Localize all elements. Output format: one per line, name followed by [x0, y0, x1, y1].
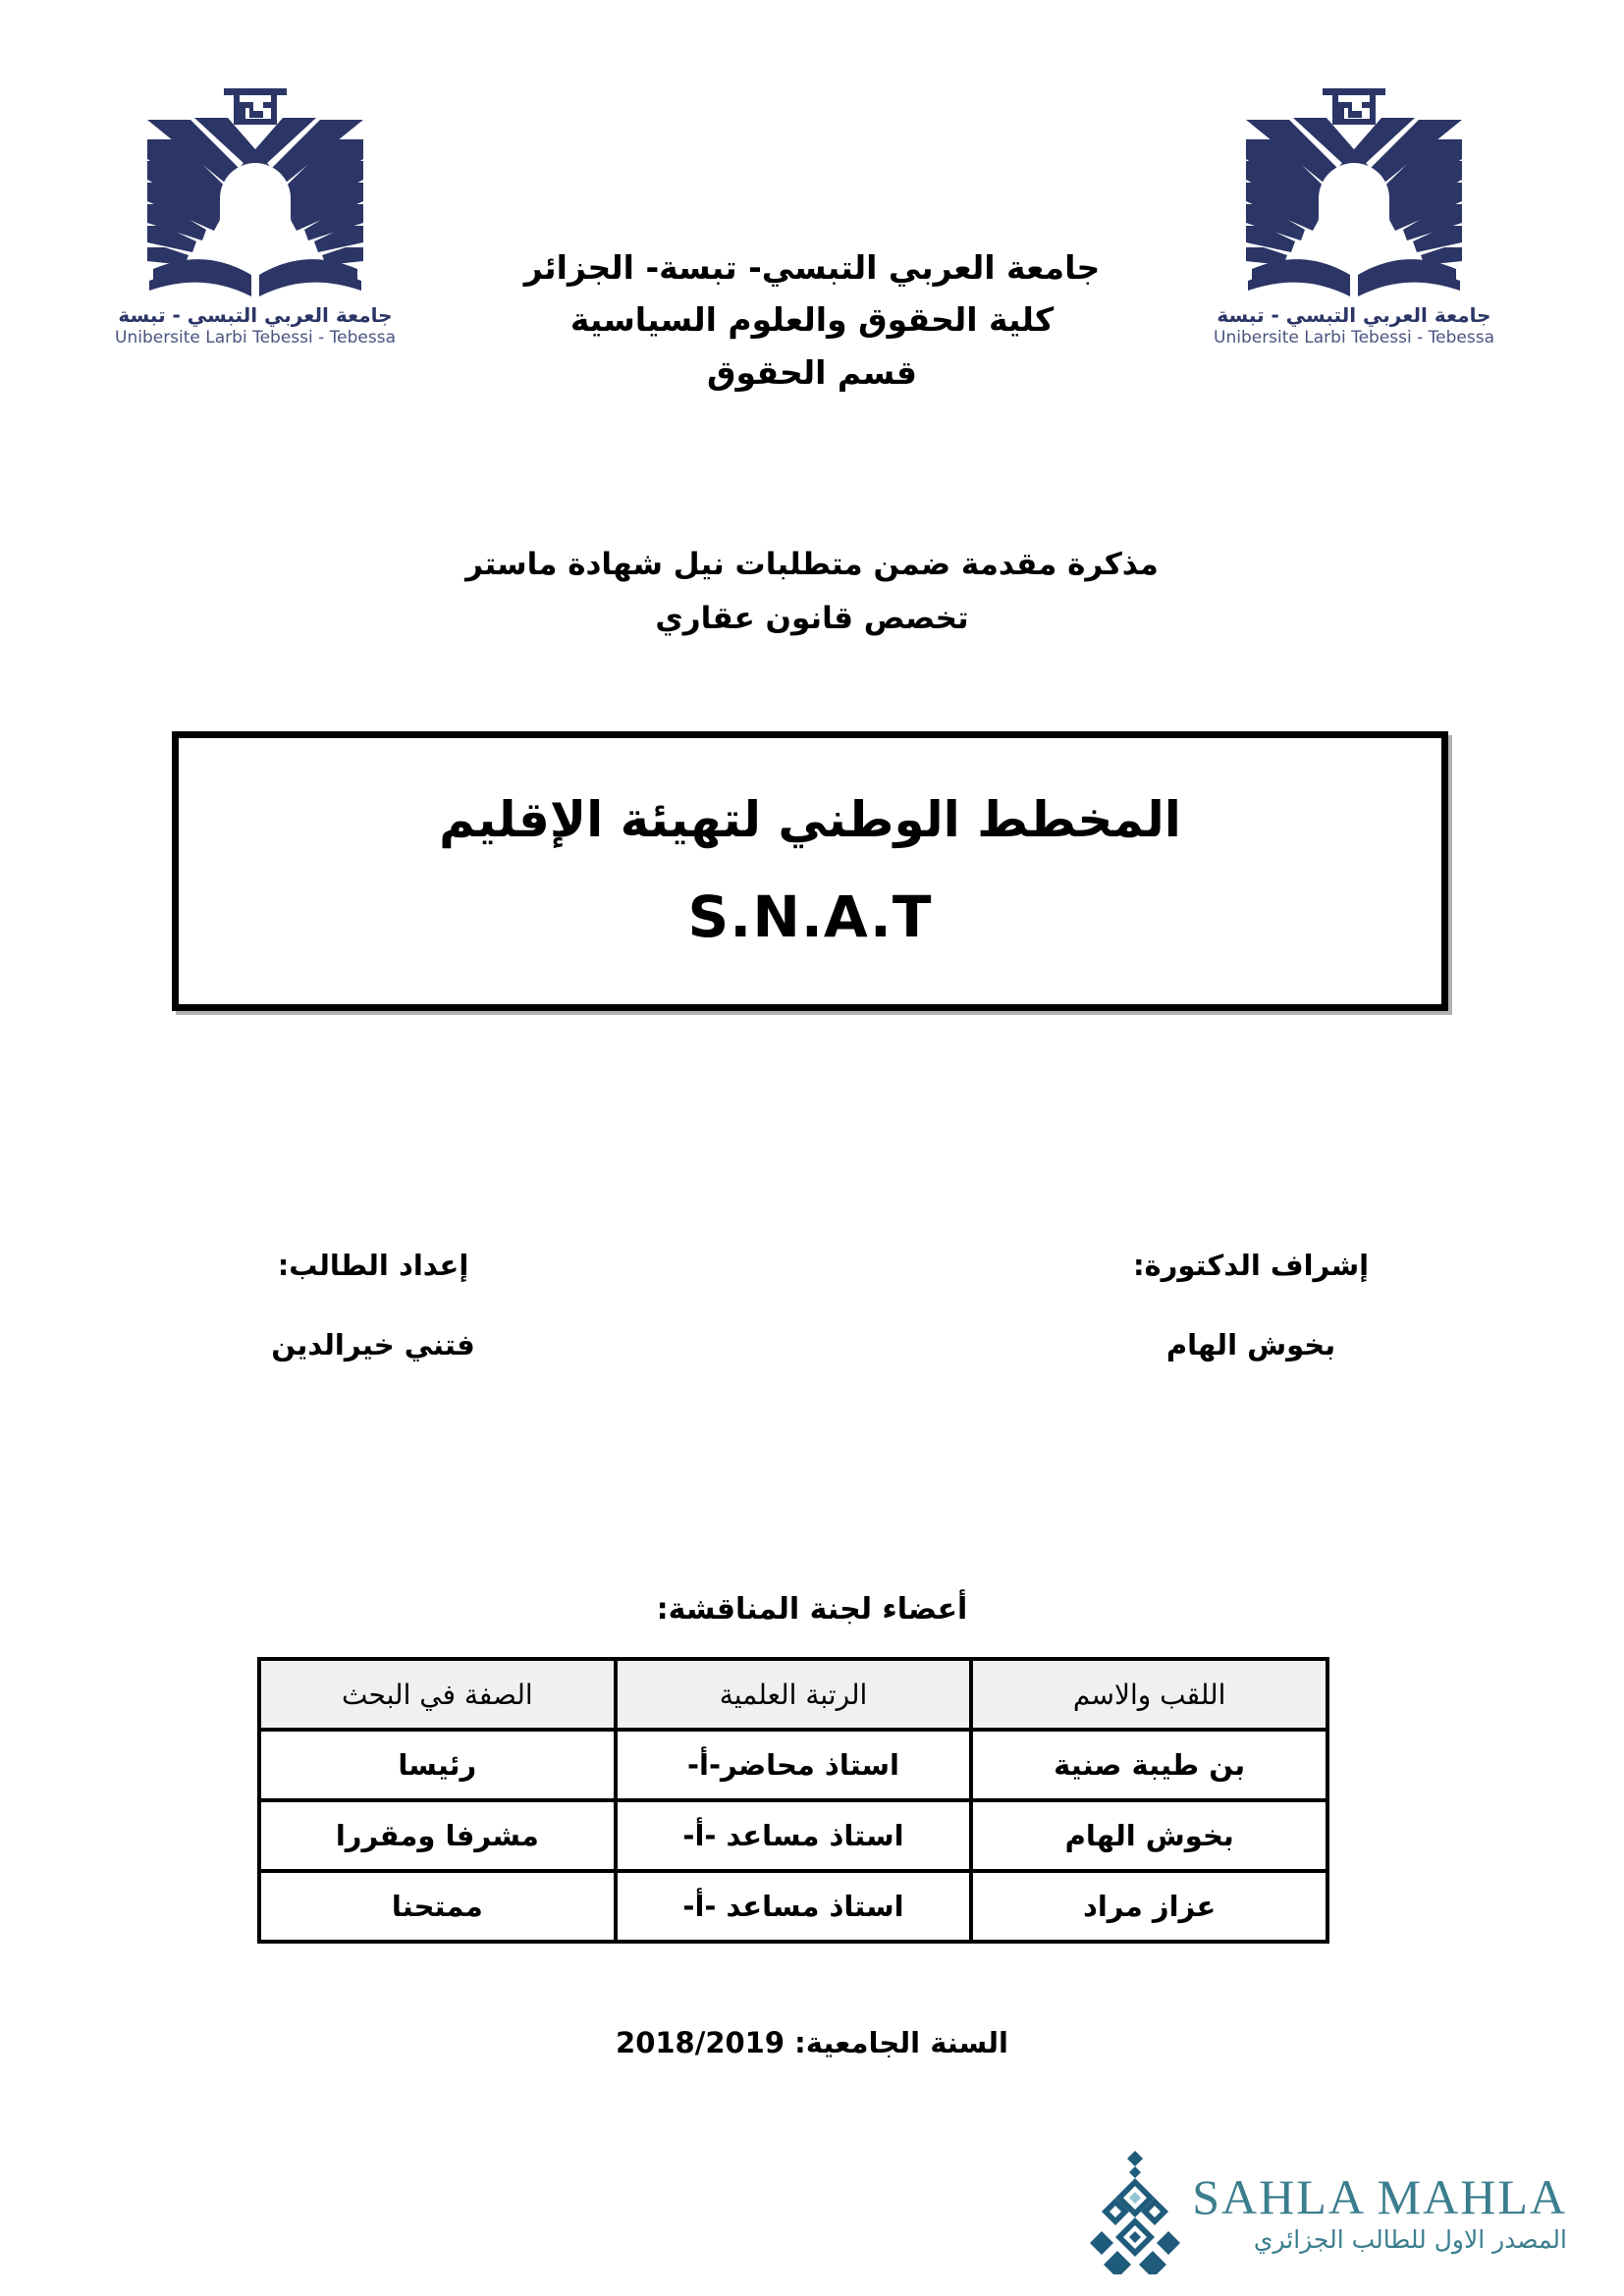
jury-column-name: اللقب والاسم [971, 1659, 1327, 1730]
jury-cell-name: بخوش الهام [971, 1800, 1327, 1871]
supervisor-block [1104, 1249, 1398, 1362]
table-row [259, 1730, 1327, 1800]
logo-caption-french: Unibersite Larbi Tebessi - Tebessa [1214, 328, 1495, 347]
supervisor-name: بخوش الهام [1165, 1328, 1336, 1362]
author-and-supervisor [226, 1249, 1398, 1362]
watermark-tagline: المصدر الاول للطالب الجزائري [1253, 2224, 1567, 2254]
institution-line-university: جامعة العربي التبسي- تبسة- الجزائر [523, 248, 1101, 287]
institution-line-department: قسم الحقوق [707, 352, 917, 392]
sahla-mahla-watermark [1088, 2149, 1567, 2274]
logo-caption-arabic: جامعة العربي التبسي - تبسة [118, 303, 393, 327]
degree-statement-line-1: مذكرة مقدمة ضمن متطلبات نيل شهادة ماستر [465, 547, 1159, 582]
jury-cell-name: عزاز مراد [971, 1871, 1327, 1942]
supervisor-label: إشراف الدكتورة: [1132, 1249, 1370, 1282]
jury-column-rank: الرتبة العلمية [616, 1659, 972, 1730]
jury-cell-role: ممتحنا [259, 1871, 616, 1942]
thesis-title-abbreviation: S.N.A.T [687, 882, 933, 950]
student-block [226, 1249, 520, 1362]
institution-heading [0, 241, 1624, 399]
jury-table-header-row [259, 1659, 1327, 1730]
jury-section-title: أعضاء لجنة المناقشة: [656, 1592, 968, 1627]
sahla-mahla-logo-icon [1088, 2149, 1182, 2274]
table-row [259, 1800, 1327, 1871]
jury-cell-role: رئيسا [259, 1730, 616, 1800]
jury-cell-role: مشرفا ومقررا [259, 1800, 616, 1871]
degree-statement-line-2: تخصص قانون عقاري [655, 601, 969, 637]
jury-column-role: الصفة في البحث [259, 1659, 616, 1730]
student-label: إعداد الطالب: [277, 1249, 469, 1282]
thesis-title-arabic: المخطط الوطني لتهيئة الإقليم [439, 791, 1181, 849]
watermark-text [1192, 2168, 1567, 2254]
degree-statement [0, 538, 1624, 646]
student-name: فتني خيرالدين [271, 1328, 475, 1362]
logo-caption-french: Unibersite Larbi Tebessi - Tebessa [115, 328, 397, 347]
watermark-brand-name: SAHLA MAHLA [1192, 2168, 1567, 2224]
page-header [0, 59, 1624, 393]
jury-cell-rank: استاذ محاضر-أ- [616, 1730, 972, 1800]
jury-cell-rank: استاذ مساعد -أ- [616, 1800, 972, 1871]
jury-cell-name: بن طيبة صنية [971, 1730, 1327, 1800]
academic-year: السنة الجامعية: 2018/2019 [616, 2026, 1008, 2059]
jury-cell-rank: استاذ مساعد -أ- [616, 1871, 972, 1942]
logo-caption-arabic: جامعة العربي التبسي - تبسة [1217, 303, 1491, 327]
institution-line-faculty: كلية الحقوق والعلوم السياسية [569, 300, 1055, 340]
thesis-title-box [172, 731, 1448, 1011]
jury-table [257, 1657, 1329, 1944]
table-row [259, 1871, 1327, 1942]
